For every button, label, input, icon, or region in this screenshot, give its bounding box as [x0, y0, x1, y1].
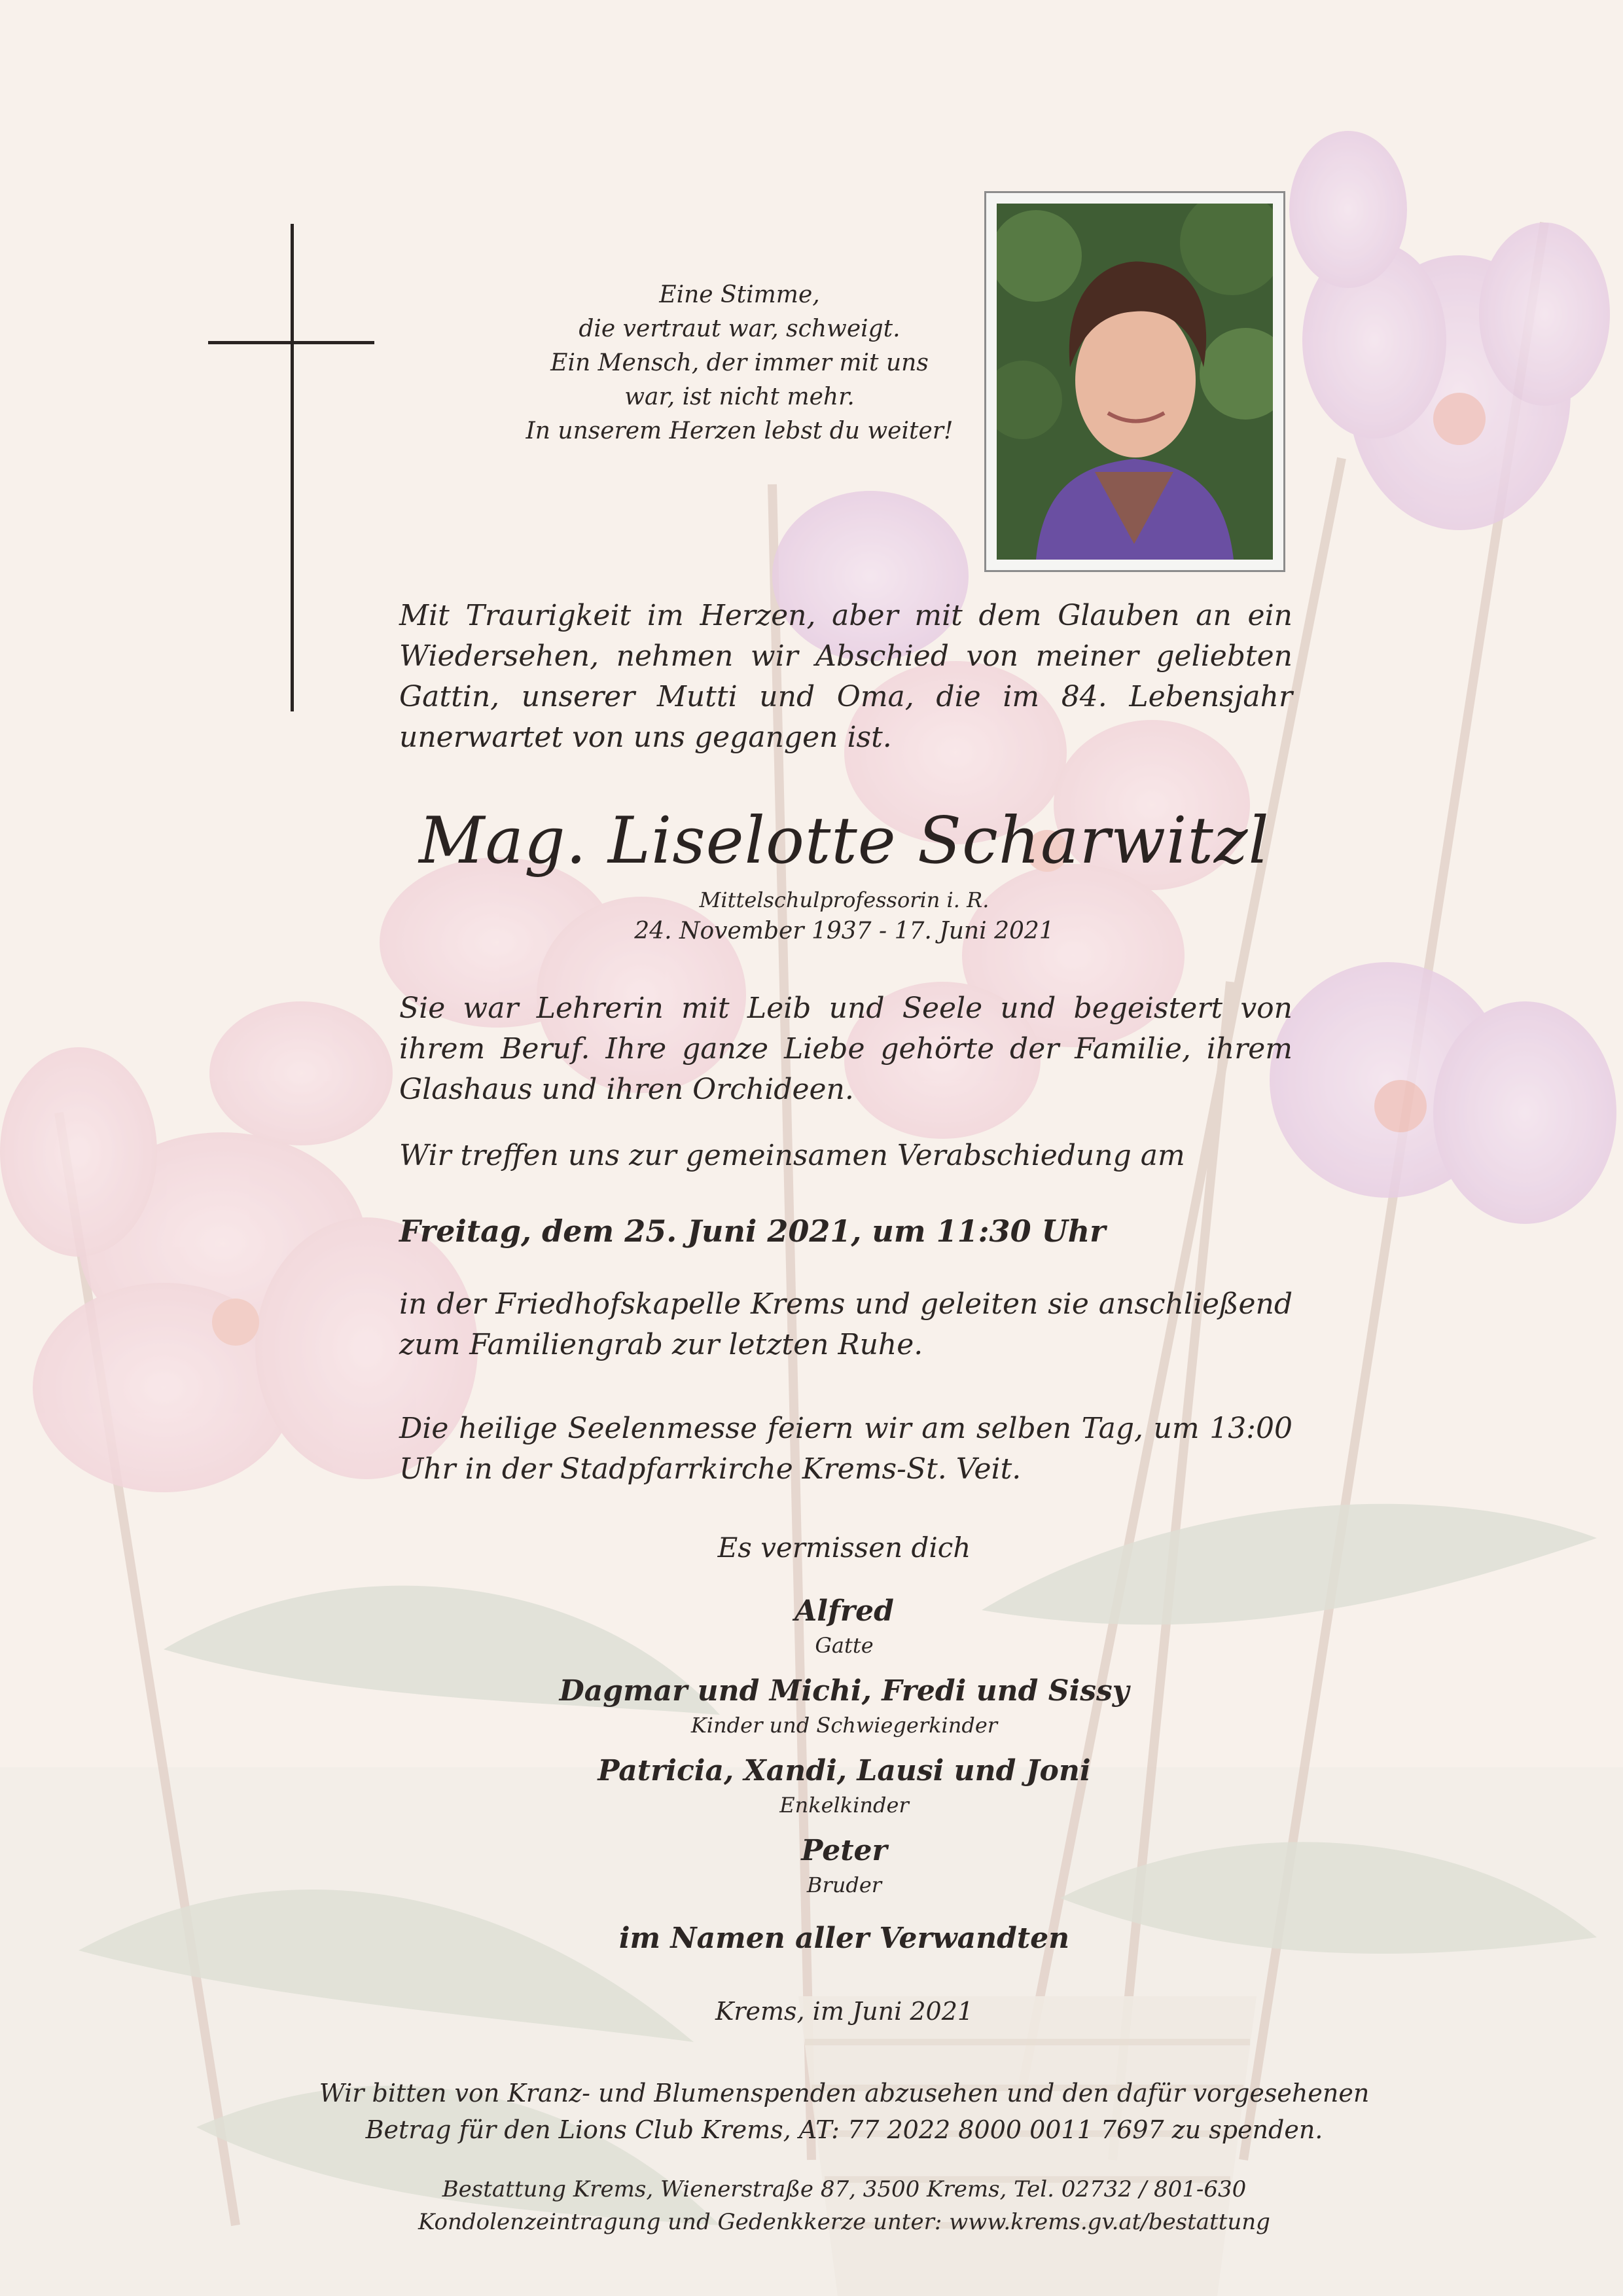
family-name: Patricia, Xandi, Lausi und Joni — [597, 1754, 1091, 1787]
cross-horizontal-bar — [208, 341, 374, 344]
memorial-verse — [471, 278, 1008, 448]
family-name: Peter — [801, 1834, 887, 1867]
donation-request — [275, 2075, 1414, 2148]
family-relation: Bruder — [806, 1873, 882, 1897]
verse-line: In unserem Herzen lebst du weiter! — [526, 418, 954, 444]
family-relation: Kinder und Schwiegerkinder — [690, 1713, 998, 1738]
place-date: Krems, im Juni 2021 — [715, 1997, 974, 2026]
portrait-frame — [984, 191, 1285, 572]
ceremony-place-paragraph: in der Friedhofskapelle Krems und geleiten sie anschließend zum Familiengrab zur letzten Ruhe. — [399, 1287, 1293, 1361]
footer-line: Bestattung Krems, Wienerstraße 87, 3500 Krems, Tel. 02732 / 801-630 — [442, 2176, 1247, 2202]
family-entry — [458, 1670, 1230, 1738]
family-entry — [458, 1830, 1230, 1898]
portrait-photo — [997, 204, 1273, 560]
family-entry — [458, 1590, 1230, 1659]
family-name: Dagmar und Michi, Fredi und Sissy — [559, 1674, 1130, 1708]
family-list — [458, 1590, 1230, 1910]
ceremony-date: Freitag, dem 25. Juni 2021, um 11:30 Uhr — [399, 1213, 1106, 1249]
meeting-paragraph: Wir treffen uns zur gemeinsamen Verabschiedung am — [399, 1139, 1185, 1172]
family-entry — [458, 1750, 1230, 1818]
family-relation: Enkelkinder — [779, 1793, 909, 1818]
family-name: Alfred — [794, 1594, 894, 1628]
verse-line: Eine Stimme, — [659, 281, 820, 308]
footer-line: Kondolenzeintragung und Gedenkkerze unter: www.krems.gv.at/bestattung — [418, 2209, 1270, 2235]
cross-vertical-bar — [291, 224, 294, 711]
life-dates: 24. November 1937 - 17. Juni 2021 — [634, 918, 1054, 944]
request-line: Betrag für den Lions Club Krems, AT: 77 2022 8000 0011 7697 zu spenden. — [365, 2115, 1323, 2144]
verse-line: war, ist nicht mehr. — [624, 384, 855, 410]
request-line: Wir bitten von Kranz- und Blumenspenden abzusehen und den dafür vorgesehenen — [319, 2079, 1370, 2108]
verse-line: Ein Mensch, der immer mit uns — [550, 350, 929, 376]
funeral-home-footer — [340, 2173, 1348, 2238]
intro-paragraph: Mit Traurigkeit im Herzen, aber mit dem Glauben an ein Wiedersehen, nehmen wir Abschied von meiner geliebten Gattin, unserer Mutti und Oma, die im 84. Lebensjahr unerwartet von uns gegangen ist. — [399, 599, 1293, 754]
missing-heading: Es vermissen dich — [717, 1532, 971, 1564]
verse-line: die vertraut war, schweigt. — [579, 315, 901, 342]
deceased-name: Mag. Liselotte Scharwitzl — [419, 804, 1270, 878]
deceased-title: Mittelschulprofessorin i. R. — [699, 888, 990, 912]
life-paragraph: Sie war Lehrerin mit Leib und Seele und begeistert von ihrem Beruf. Ihre ganze Liebe gehörte der Familie, ihrem Glashaus und ihren Orchideen. — [399, 992, 1293, 1106]
family-relation: Gatte — [815, 1633, 874, 1658]
mass-paragraph: Die heilige Seelenmesse feiern wir am selben Tag, um 13:00 Uhr in der Stadpfarrkirche Krems-St. Veit. — [399, 1412, 1293, 1486]
closing-line: im Namen aller Verwandten — [618, 1922, 1070, 1955]
